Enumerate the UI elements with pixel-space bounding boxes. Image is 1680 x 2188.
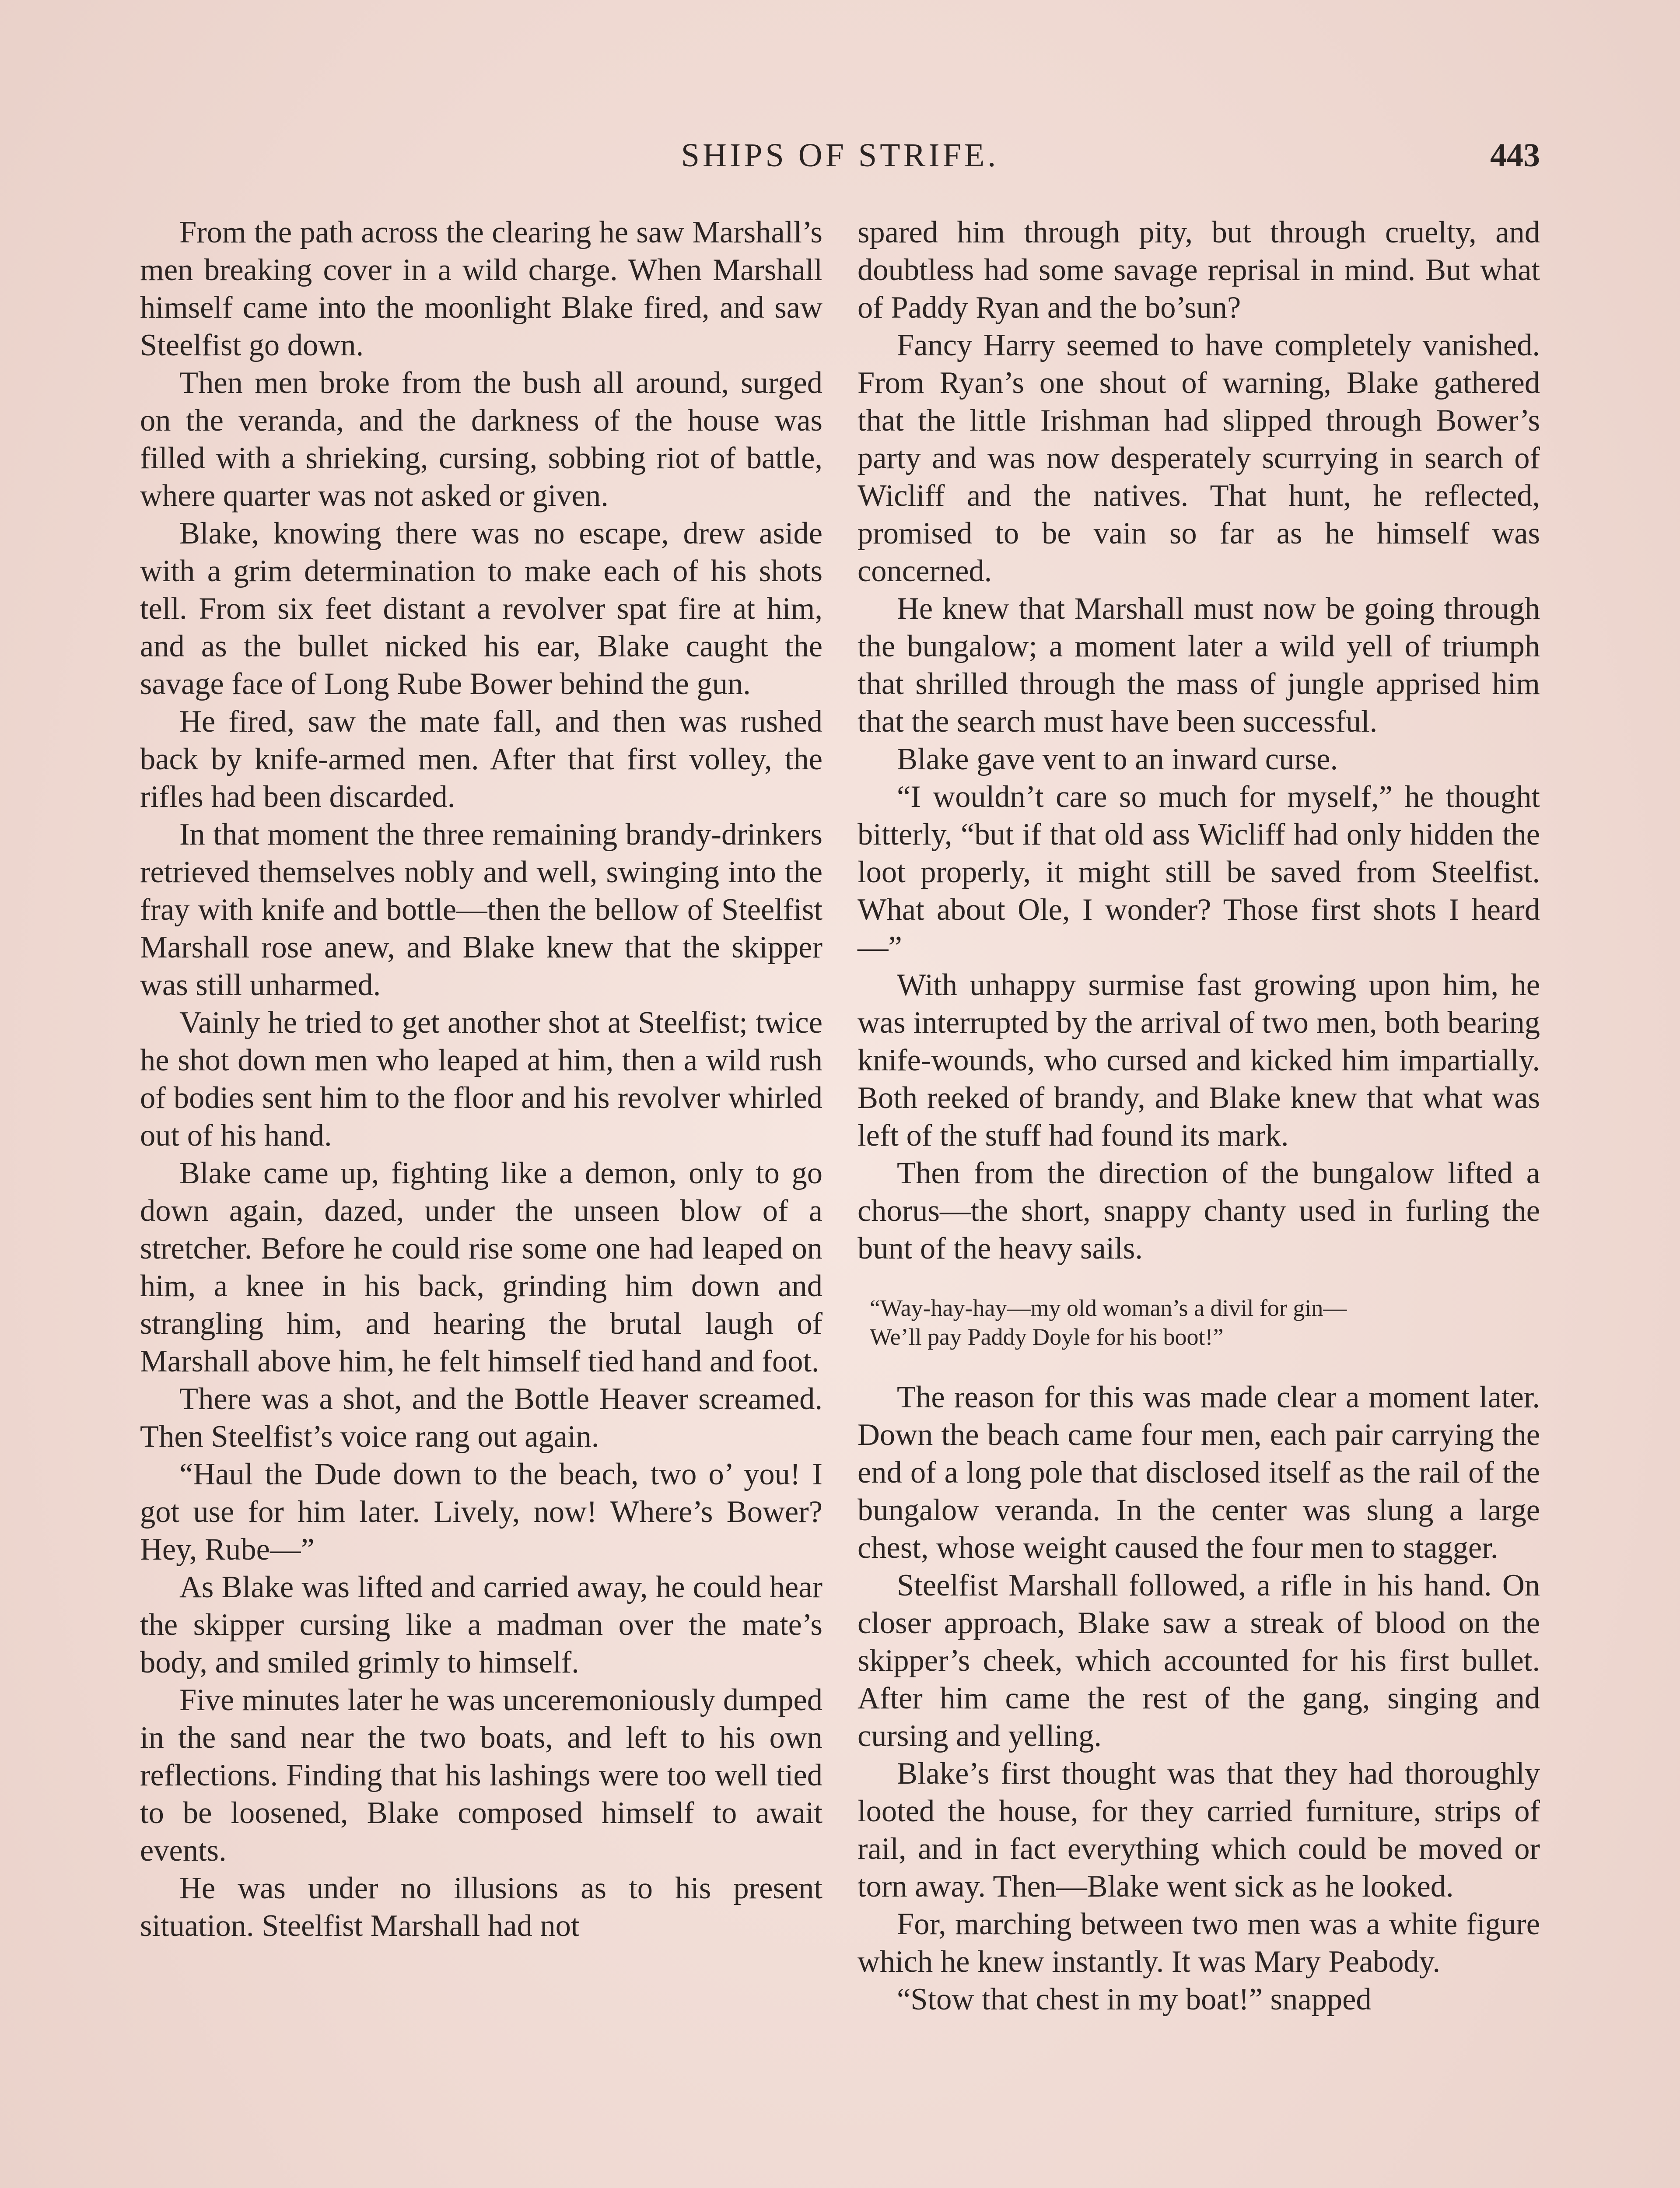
paragraph: As Blake was lifted and carried away, he could hear the skipper cursing like a madman over the mate’s body, and smiled grimly to himself. [140, 1570, 822, 1680]
paragraph: Steelfist Marshall followed, a rifle in his hand. On closer approach, Blake saw a streak of blood on the skipper’s cheek, which accounted for his first bullet. After him came the rest of the gang, singing and cursing and yelling. [858, 1568, 1540, 1753]
paragraph: With unhappy surmise fast growing upon him, he was interrupted by the arrival of two men, both bearing knife-wounds, who cursed and kicked him impartially. Both reeked of brandy, and Blake knew that what was left of the stuff had found its mark. [858, 968, 1540, 1153]
paragraph: Vainly he tried to get another shot at Steelfist; twice he shot down men who leaped at him, then a wild rush of bodies sent him to the floor and his revolver whirled out of his hand. [140, 1006, 822, 1153]
paragraph: The reason for this was made clear a moment later. Down the beach came four men, each pair carrying the end of a long pole that disclosed itself as the rail of the bungalow veranda. In the center was slung a large chest, whose weight caused the four men to stagger. [858, 1380, 1540, 1565]
paragraph: Blake gave vent to an inward curse. [897, 742, 1338, 776]
paragraph: He was under no illusions as to his present situation. Steelfist Marshall had not [140, 1871, 822, 1943]
running-title: SHIPS OF STRIFE. [681, 137, 999, 174]
page-header [140, 131, 1540, 179]
paragraph: Blake came up, fighting like a demon, only to go down again, dazed, under the unseen blow of a stretcher. Before he could rise some one had leaped on him, a knee in his back, grinding him down and strangling him, and hearing the brutal laugh of Marshall above him, he felt himself tied hand and foot. [140, 1156, 822, 1378]
paragraph: “Stow that chest in my boat!” snapped [897, 1982, 1372, 2016]
left-column [140, 214, 822, 1945]
paragraph: “I wouldn’t care so much for myself,” he thought bitterly, “but if that old ass Wicliff had only hidden the loot properly, it might still be saved from Steelfist. What about Ole, I wonder? Those first shots I heard—” [858, 780, 1540, 964]
paragraph: Then men broke from the bush all around, surged on the veranda, and the darkness of the house was filled with a shrieking, cursing, sobbing riot of battle, where quarter was not asked or given. [140, 366, 822, 513]
paragraph: Blake’s first thought was that they had thoroughly looted the house, for they carried furniture, strips of rail, and in fact everything which could be moved or torn away. Then—Blake went sick as he looked. [858, 1757, 1540, 1904]
paragraph: He fired, saw the mate fall, and then was rushed back by knife-armed men. After that first volley, the rifles had been discarded. [140, 705, 822, 814]
paragraph: He knew that Marshall must now be going through the bungalow; a moment later a wild yell of triumph that shrilled through the mass of jungle apprised him that the search must have been successful. [858, 592, 1540, 739]
verse-line: “Way-hay-hay—my old woman’s a divil for gin— [870, 1295, 1347, 1321]
paragraph: “Haul the Dude down to the beach, two o’ you! I got use for him later. Lively, now! Where’s Bower? Hey, Rube—” [140, 1457, 822, 1567]
paragraph: Fancy Harry seemed to have completely vanished. From Ryan’s one shout of warning, Blake gathered that the little Irishman had slipped through Bower’s party and was now desperately scurrying in search of Wicliff and the natives. That hunt, he reflected, promised to be vain so far as he himself was concerned. [858, 328, 1540, 588]
paragraph: spared him through pity, but through cruelty, and doubtless had some savage reprisal in mind. But what of Paddy Ryan and the bo’sun? [858, 215, 1540, 325]
paragraph: For, marching between two men was a white figure which he knew instantly. It was Mary Peabody. [858, 1907, 1540, 1979]
song-verse [858, 1294, 1540, 1351]
page-number: 443 [1490, 137, 1540, 174]
paragraph: Blake, knowing there was no escape, drew aside with a grim determination to make each of his shots tell. From six feet distant a revolver spat fire at him, and as the bullet nicked his ear, Blake caught the savage face of Long Rube Bower behind the gun. [140, 516, 822, 701]
verse-line: We’ll pay Paddy Doyle for his boot!” [870, 1324, 1224, 1350]
paragraph: In that moment the three remaining brandy-drinkers retrieved themselves nobly and well, swinging into the fray with knife and bottle—then the bellow of Steelfist Marshall rose anew, and Blake knew that the skipper was still unharmed. [140, 817, 822, 1002]
right-column [858, 214, 1540, 2018]
paragraph: Five minutes later he was unceremoniously dumped in the sand near the two boats, and left to his own reflections. Finding that his lashings were too well tied to be loosened, Blake composed himself to await events. [140, 1683, 822, 1868]
paragraph: There was a shot, and the Bottle Heaver screamed. Then Steelfist’s voice rang out again. [140, 1382, 822, 1454]
paragraph: Then from the direction of the bungalow lifted a chorus—the short, snappy chanty used in furling the bunt of the heavy sails. [858, 1156, 1540, 1266]
paragraph: From the path across the clearing he saw Marshall’s men breaking cover in a wild charge. When Marshall himself came into the moonlight Blake fired, and saw Steelfist go down. [140, 215, 822, 362]
